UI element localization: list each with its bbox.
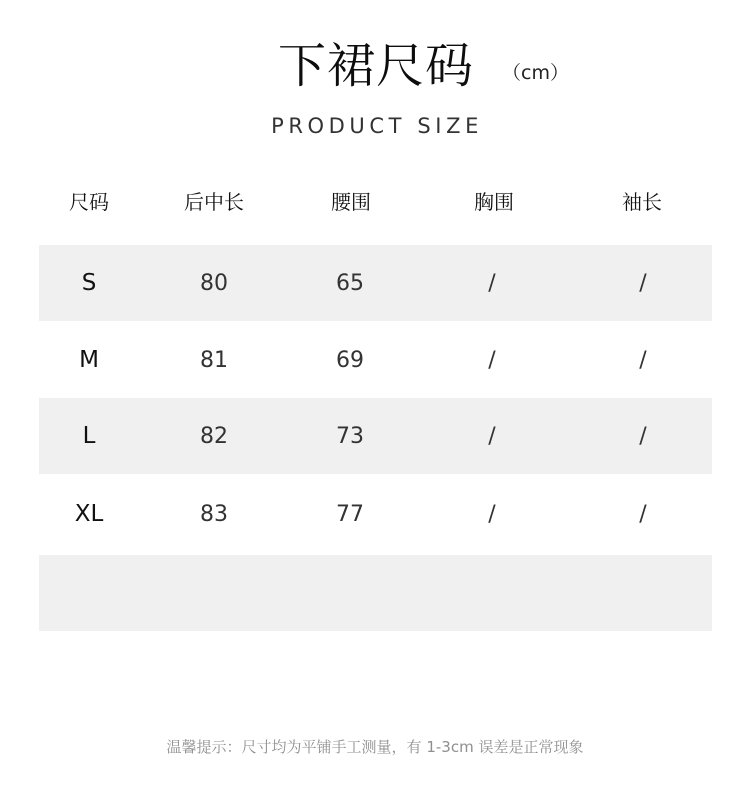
table-row — [39, 398, 712, 474]
header-chest: 胸围 — [474, 189, 514, 214]
table-row — [39, 245, 712, 321]
table-row — [39, 476, 712, 552]
measurement-note: 温馨提示：尺寸均为平铺手工测量，有 1-3cm 误差是正常现象 — [166, 738, 584, 756]
cell-size: M — [79, 347, 99, 373]
cell-back-length: 81 — [200, 347, 228, 373]
cell-sleeve: / — [639, 501, 647, 527]
cell-chest: / — [488, 423, 496, 449]
cell-waist: 77 — [336, 501, 364, 527]
header-waist: 腰围 — [331, 189, 371, 214]
page-subtitle: PRODUCT SIZE — [271, 114, 483, 138]
cell-chest: / — [488, 501, 496, 527]
empty-table-row — [39, 555, 712, 631]
title-block — [0, 34, 750, 98]
cell-sleeve: / — [639, 347, 647, 373]
cell-back-length: 82 — [200, 423, 228, 449]
table-header — [39, 180, 712, 220]
cell-sleeve: / — [639, 423, 647, 449]
cell-waist: 65 — [336, 270, 364, 296]
cell-chest: / — [488, 270, 496, 296]
unit-label: （cm） — [502, 62, 569, 84]
cell-back-length: 80 — [200, 270, 228, 296]
cell-waist: 69 — [336, 347, 364, 373]
header-sleeve: 袖长 — [622, 189, 662, 214]
cell-back-length: 83 — [200, 501, 228, 527]
page-title: 下裙尺码 — [278, 38, 475, 94]
table-row — [39, 322, 712, 398]
cell-waist: 73 — [336, 423, 364, 449]
cell-sleeve: / — [639, 270, 647, 296]
cell-size: XL — [74, 501, 104, 527]
cell-size: S — [81, 270, 97, 296]
cell-size: L — [82, 423, 96, 449]
cell-chest: / — [488, 347, 496, 373]
header-size: 尺码 — [69, 189, 109, 214]
header-back-length: 后中长 — [184, 189, 244, 214]
